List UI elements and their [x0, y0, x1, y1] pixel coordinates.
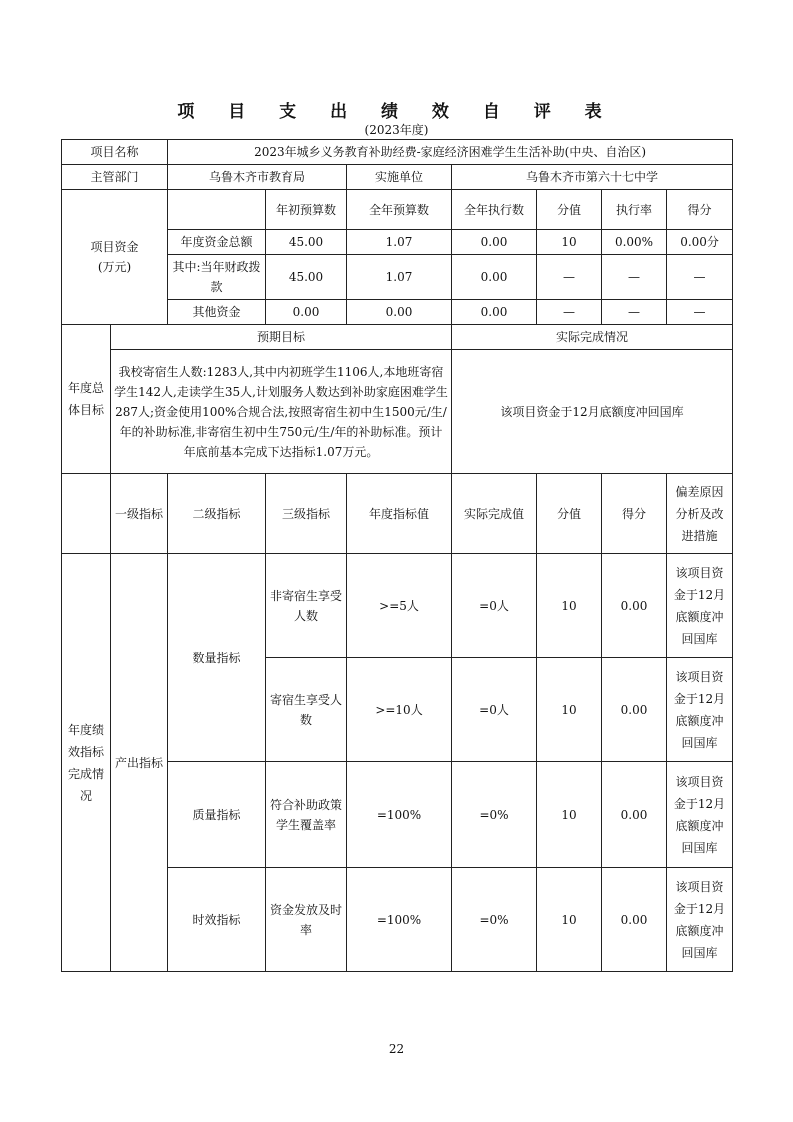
funds-cell: —: [667, 300, 733, 325]
indicator-reason: 该项目资金于12月底额度冲回国库: [667, 554, 733, 658]
goals-expected-header: 预期目标: [111, 325, 452, 350]
funds-cell: 45.00: [266, 230, 347, 255]
indicator-header: 二级指标: [168, 474, 266, 554]
page-title: 项 目 支 出 绩 效 自 评 表: [177, 102, 616, 122]
project-name-label: 项目名称: [62, 140, 168, 165]
funds-cell: 0.00: [347, 300, 452, 325]
funds-cell: —: [537, 300, 602, 325]
dept-label: 主管部门: [62, 165, 168, 190]
funds-cell: —: [667, 255, 733, 300]
funds-cell: 10: [537, 230, 602, 255]
level2-indicator: 质量指标: [168, 762, 266, 868]
funds-header: 全年执行数: [452, 190, 537, 230]
funds-cell: 45.00: [266, 255, 347, 300]
funds-cell: —: [602, 300, 667, 325]
indicator-actual: =0人: [452, 554, 537, 658]
indicator-reason: 该项目资金于12月底额度冲回国库: [667, 762, 733, 868]
funds-row-label: 年度资金总额: [168, 230, 266, 255]
level3-indicator: 资金发放及时率: [266, 868, 347, 972]
funds-cell: 0.00: [452, 255, 537, 300]
indicator-header: 年度指标值: [347, 474, 452, 554]
funds-cell: 0.00: [452, 230, 537, 255]
indicators-corner: [62, 474, 111, 554]
funds-cell: —: [537, 255, 602, 300]
indicator-header: 实际完成值: [452, 474, 537, 554]
evaluation-table: [61, 139, 733, 972]
level3-indicator: 寄宿生享受人数: [266, 658, 347, 762]
level2-indicator: 时效指标: [168, 868, 266, 972]
funds-row-label: 其他资金: [168, 300, 266, 325]
goals-actual-header: 实际完成情况: [452, 325, 733, 350]
indicator-got: 0.00: [602, 868, 667, 972]
indicator-actual: =0人: [452, 658, 537, 762]
indicator-score: 10: [537, 554, 602, 658]
funds-header: 执行率: [602, 190, 667, 230]
indicator-actual: =0%: [452, 762, 537, 868]
funds-header: 分值: [537, 190, 602, 230]
page-subtitle: (2023年度): [364, 123, 429, 137]
indicator-actual: =0%: [452, 868, 537, 972]
goals-expected-text: 我校寄宿生人数:1283人,其中内初班学生1106人,本地班寄宿学生142人,走读学生35人,计划服务人数达到补助家庭困难学生287人;资金使用100%合规合法,按照寄宿生初中生1500元/生/年的补助标准,非寄宿生初中生750元/生/年的补助标准。预计年底前基本完成下达指标1.07万元。: [111, 350, 452, 474]
indicator-got: 0.00: [602, 762, 667, 868]
level3-indicator: 符合补助政策学生覆盖率: [266, 762, 347, 868]
level2-indicator: 数量指标: [168, 554, 266, 762]
indicator-header: 偏差原因分析及改进措施: [667, 474, 733, 554]
funds-cell: 1.07: [347, 230, 452, 255]
funds-header: 得分: [667, 190, 733, 230]
goals-actual-text: 该项目资金于12月底额度冲回国库: [452, 350, 733, 474]
indicator-score: 10: [537, 868, 602, 972]
project-name-value: 2023年城乡义务教育补助经费-家庭经济困难学生生活补助(中央、自治区): [168, 140, 733, 165]
indicator-score: 10: [537, 658, 602, 762]
funds-cell: 1.07: [347, 255, 452, 300]
indicator-header: 分值: [537, 474, 602, 554]
funds-header: 全年预算数: [347, 190, 452, 230]
indicators-section-label: 年度绩效指标完成情况: [62, 554, 111, 972]
indicator-target: >=10人: [347, 658, 452, 762]
funds-cell: —: [602, 255, 667, 300]
dept-value: 乌鲁木齐市教育局: [168, 165, 347, 190]
funds-row-label: 其中:当年财政拨款: [168, 255, 266, 300]
page-number: 22: [388, 1042, 405, 1056]
indicator-score: 10: [537, 762, 602, 868]
indicator-got: 0.00: [602, 658, 667, 762]
funds-section-label: 项目资金 (万元): [62, 190, 168, 325]
indicator-header: 三级指标: [266, 474, 347, 554]
goals-section-label: 年度总体目标: [62, 325, 111, 474]
indicator-reason: 该项目资金于12月底额度冲回国库: [667, 658, 733, 762]
funds-cell: 0.00%: [602, 230, 667, 255]
impl-unit-label: 实施单位: [347, 165, 452, 190]
indicator-header: 得分: [602, 474, 667, 554]
funds-cell: 0.00: [452, 300, 537, 325]
funds-corner: [168, 190, 266, 230]
indicator-got: 0.00: [602, 554, 667, 658]
funds-header: 年初预算数: [266, 190, 347, 230]
level1-indicator: 产出指标: [111, 554, 168, 972]
indicator-reason: 该项目资金于12月底额度冲回国库: [667, 868, 733, 972]
indicator-target: =100%: [347, 762, 452, 868]
funds-cell: 0.00分: [667, 230, 733, 255]
indicator-header: 一级指标: [111, 474, 168, 554]
indicator-target: >=5人: [347, 554, 452, 658]
indicator-target: =100%: [347, 868, 452, 972]
level3-indicator: 非寄宿生享受人数: [266, 554, 347, 658]
impl-unit-value: 乌鲁木齐市第六十七中学: [452, 165, 733, 190]
funds-cell: 0.00: [266, 300, 347, 325]
